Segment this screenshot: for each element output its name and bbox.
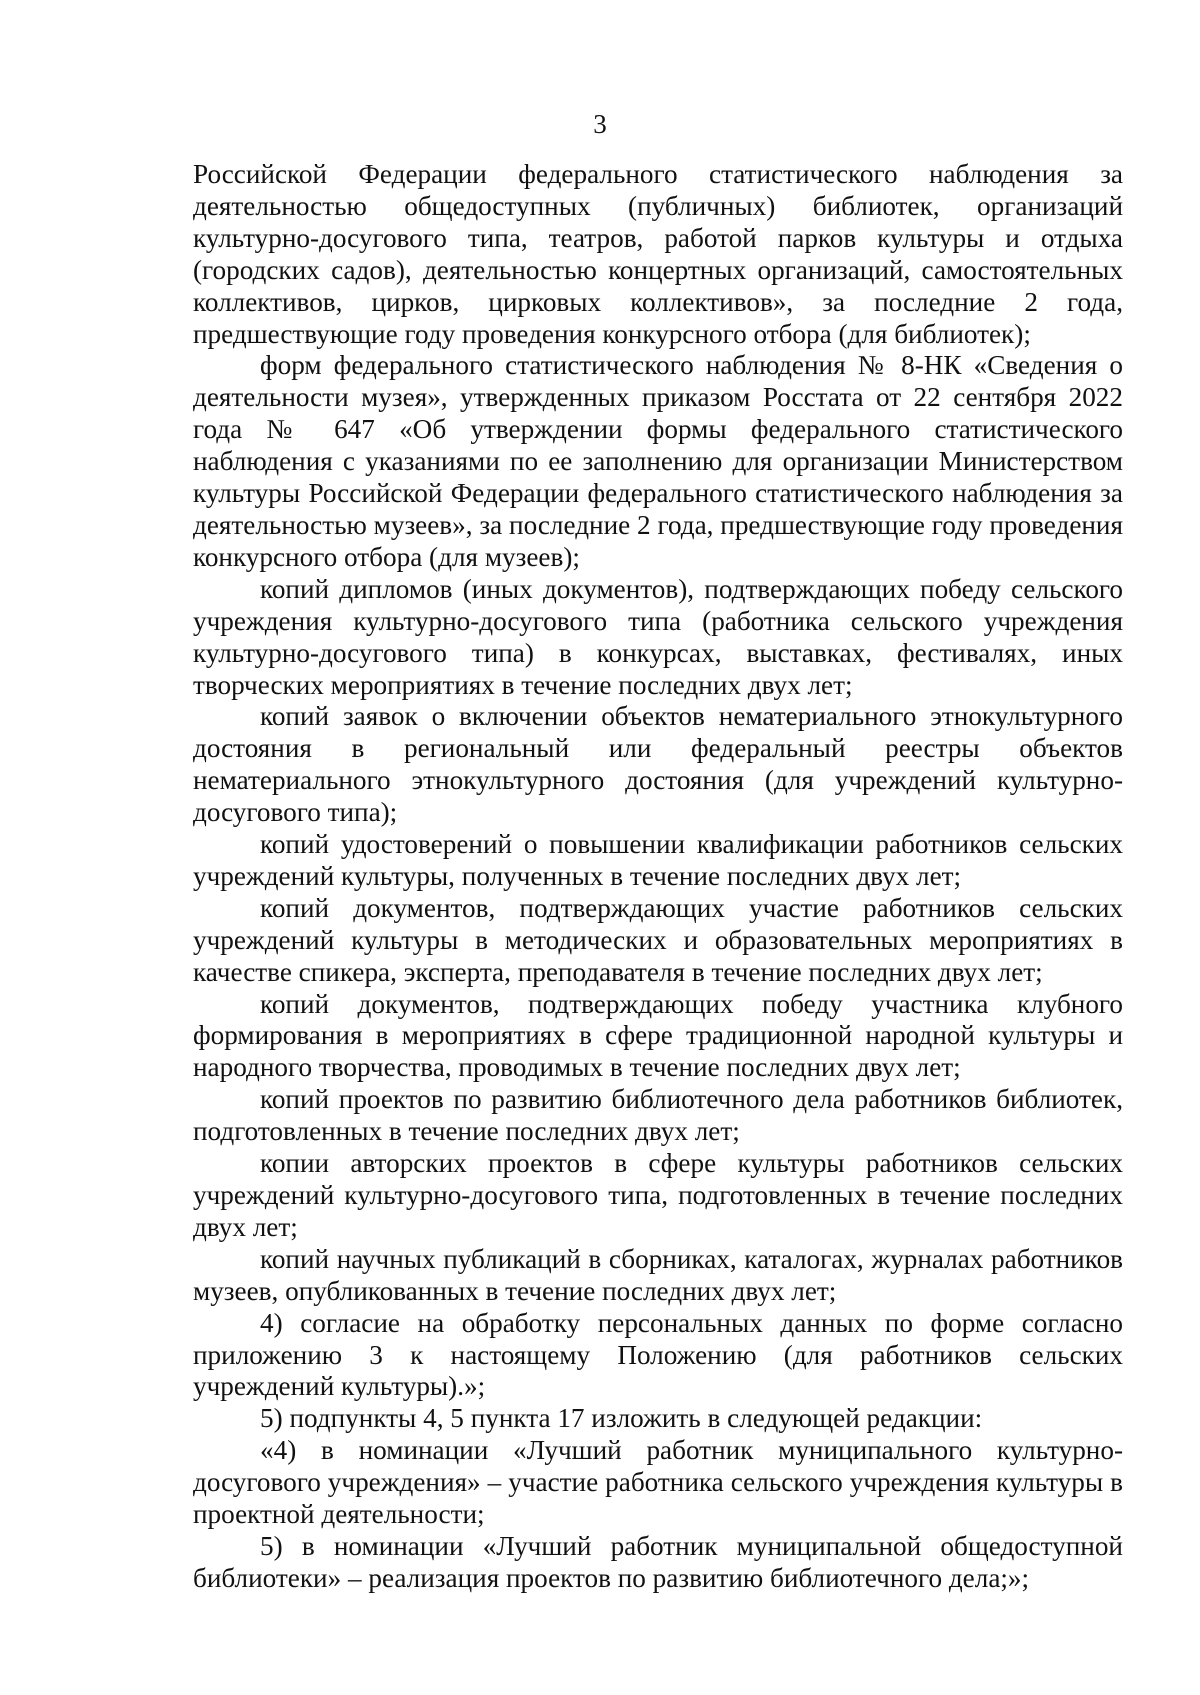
paragraph: 5) подпункты 4, 5 пункта 17 изложить в следующей редакции: bbox=[260, 1403, 983, 1434]
document-body bbox=[193, 159, 1123, 1595]
paragraph: форм федерального статистического наблюдения № 8-НК «Сведения о деятельности музея», утвержденных приказом Росстата от 22 сентября 2022 года № 647 «Об утверждении формы федерального статистического наблюдения с указаниями по ее заполнению для организации Министерством культуры Российской Федерации федерального статистического наблюдения за деятельностью музеев», за последние 2 года, предшествующие году проведения конкурсного отбора (для музеев); bbox=[193, 350, 1123, 572]
paragraph: 5) в номинации «Лучший работник муниципальной общедоступной библиотеки» – реализация проектов по развитию библиотечного дела;»; bbox=[193, 1530, 1123, 1593]
paragraph: «4) в номинации «Лучший работник муниципального культурно-досугового учреждения» – участие работника сельского учреждения культуры в проектной деятельности; bbox=[193, 1435, 1123, 1530]
paragraph: копии авторских проектов в сфере культуры работников сельских учреждений культурно-досугового типа, подготовленных в течение последних двух лет; bbox=[193, 1148, 1123, 1242]
page-number: 3 bbox=[593, 109, 607, 139]
paragraph: копий проектов по развитию библиотечного дела работников библиотек, подготовленных в течение последних двух лет; bbox=[193, 1084, 1123, 1147]
paragraph: копий дипломов (иных документов), подтверждающих победу сельского учреждения культурно-досугового типа (работника сельского учреждения культурно-досугового типа) в конкурсах, выставках, фестивалях, иных творческих мероприятиях в течение последних двух лет; bbox=[193, 573, 1123, 700]
paragraph: Российской Федерации федерального статистического наблюдения за деятельностью общедоступных (публичных) библиотек, организаций культурно-досугового типа, театров, работой парков культуры и отдыха (городских садов), деятельностью концертных организаций, самостоятельных коллективов, цирков, цирковых коллективов», за последние 2 года, предшествующие году проведения конкурсного отбора (для библиотек); bbox=[193, 159, 1123, 349]
paragraph: 4) согласие на обработку персональных данных по форме согласно приложению 3 к настоящему Положению (для работников сельских учреждений культуры).»; bbox=[193, 1307, 1123, 1402]
paragraph: копий документов, подтверждающих участие работников сельских учреждений культуры в методических и образовательных мероприятиях в качестве спикера, эксперта, преподавателя в течение последних двух лет; bbox=[193, 892, 1123, 987]
paragraph: копий документов, подтверждающих победу участника клубного формирования в мероприятиях в сфере традиционной народной культуры и народного творчества, проводимых в течение последних двух лет; bbox=[193, 988, 1123, 1083]
paragraph: копий заявок о включении объектов нематериального этнокультурного достояния в региональный или федеральный реестры объектов нематериального этнокультурного достояния (для учреждений культурно-досугового типа); bbox=[193, 701, 1123, 828]
paragraph: копий научных публикаций в сборниках, каталогах, журналах работников музеев, опубликованных в течение последних двух лет; bbox=[193, 1243, 1123, 1306]
paragraph: копий удостоверений о повышении квалификации работников сельских учреждений культуры, полученных в течение последних двух лет; bbox=[193, 829, 1123, 891]
